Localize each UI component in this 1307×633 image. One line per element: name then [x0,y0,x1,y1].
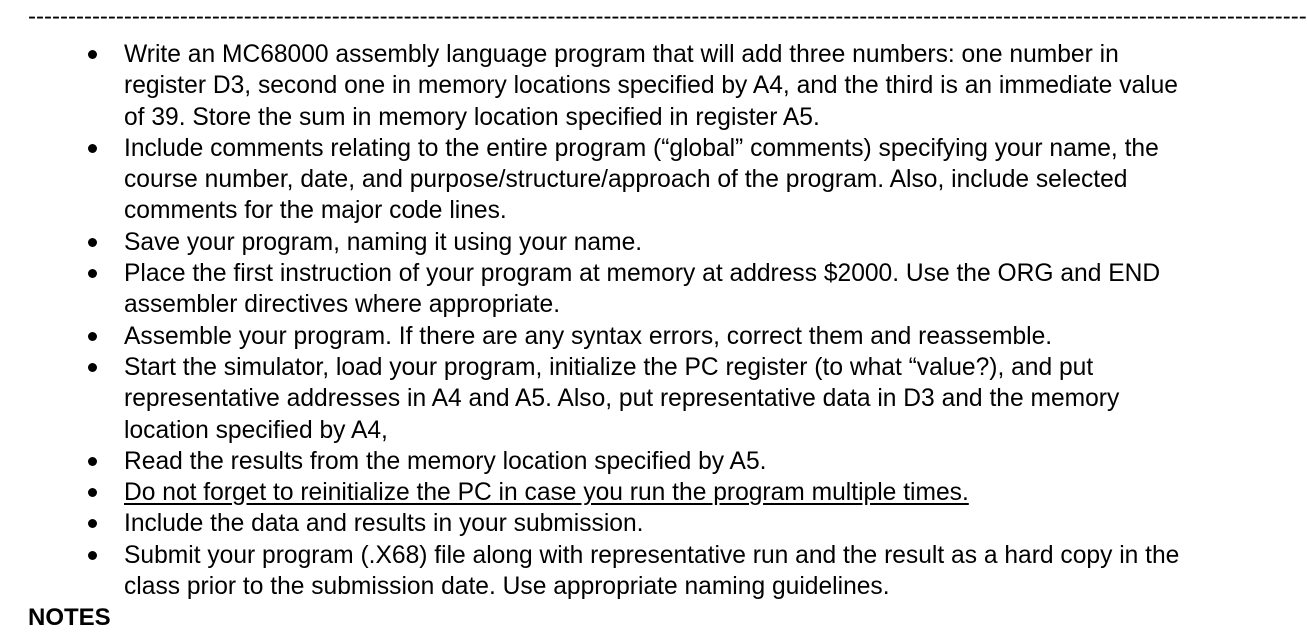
list-item-text: Submit your program (.X68) file along with representative run and the result as a hard copy in the class prior to the submission date. Use appropriate naming guidelines. [124,541,1180,601]
bullet-icon [88,551,97,560]
list-item [0,133,1202,227]
bullet-icon [88,457,97,466]
list-item-text: Read the results from the memory location specified by A5. [124,447,767,475]
separator-line: ---------------------------------------------------------------------------------------------------------------------------------------------------------------- [28,3,1307,30]
list-item-text: Include the data and results in your submission. [124,510,644,538]
list-item-text: Include comments relating to the entire program (“global” comments) specifying your name, the course number, date, and purpose/structure/approach of the program. Also, include selected comments for the major code lines. [124,134,1159,225]
list-item [0,39,1202,133]
list-item [0,446,1202,477]
bullet-icon [88,238,97,247]
list-item-text: Do not forget to reinitialize the PC in case you run the program multiple times. [124,479,969,507]
list-item-text: Save your program, naming it using your name. [124,228,643,256]
bullet-icon [88,269,97,278]
list-item [0,352,1202,446]
list-item [0,321,1202,352]
bullet-icon [88,519,97,528]
list-item-text: Write an MC68000 assembly language program that will add three numbers: one number in register D3, second one in memory locations specified by A4, and the third is an immediate value of 39. Store the sum in memory location specified in register A5. [124,41,1178,131]
bullet-icon [88,363,97,372]
list-item-text: Start the simulator, load your program, initialize the PC register (to what “value?), and put representative addresses in A4 and A5. Also, put representative data in D3 and the memory location specified by A4, [124,353,1120,444]
bullet-icon [88,332,97,341]
bullet-icon [88,50,97,59]
list-item [0,508,1202,539]
notes-heading-text: NOTES [28,604,111,631]
list-item [0,258,1202,321]
instruction-list [0,39,1202,602]
bullet-icon [88,144,97,153]
list-item [0,227,1202,258]
list-item-text: Assemble your program. If there are any syntax errors, correct them and reassemble. [124,322,1053,350]
list-item [0,540,1202,603]
bullet-icon [88,488,97,497]
list-item-text: Place the first instruction of your program at memory at address $2000. Use the ORG and END assembler directives where appropriate. [124,260,1161,319]
list-item [0,477,1202,508]
notes-heading [28,603,111,631]
